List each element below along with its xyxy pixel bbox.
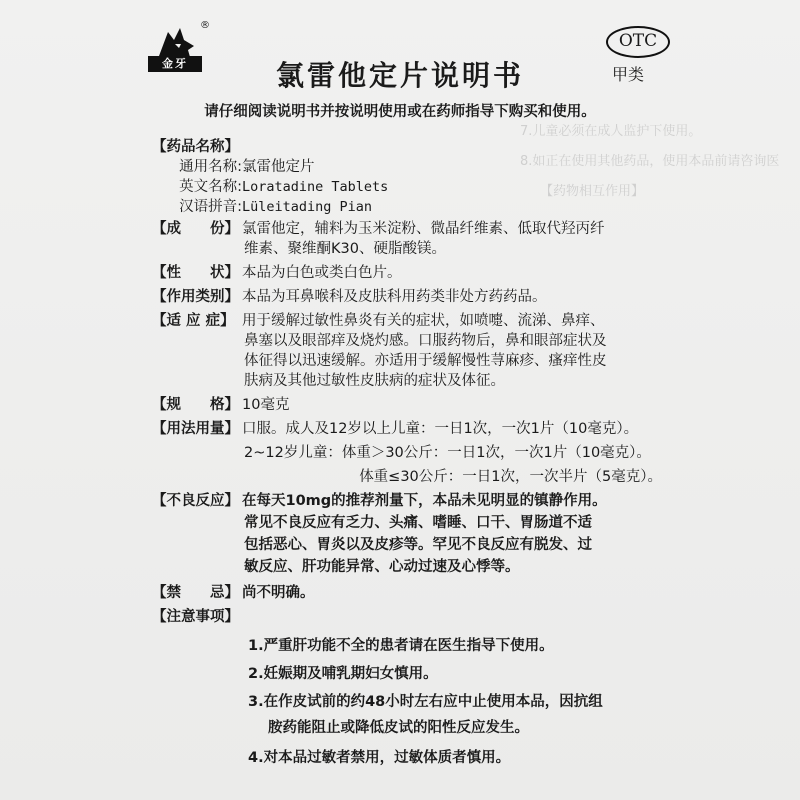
section-text: 在每天10mg的推荐剂量下，本品未见明显的镇静作用。 xyxy=(242,493,607,509)
section-text: 本品为白色或类白色片。 xyxy=(242,265,402,281)
continuation-line xyxy=(148,351,668,371)
precaution-item: 3.在作皮试前的约48小时左右应中止使用本品，因抗组 xyxy=(248,694,603,710)
section-text: 本品为耳鼻喉科及皮肤科用药类非处方药药品。 xyxy=(242,289,547,305)
continuation-line xyxy=(148,535,668,555)
adverse-section xyxy=(148,491,668,511)
otc-category: 甲类 xyxy=(612,65,645,84)
precaution-item: 2.妊娠期及哺乳期妇女慎用。 xyxy=(248,666,438,682)
continuation-line xyxy=(148,239,668,259)
brand-name: 金牙 xyxy=(148,56,202,72)
section-text: 肤病及其他过敏性皮肤病的症状及体征。 xyxy=(244,373,505,389)
section-label: 【适 应 症】 xyxy=(152,313,235,329)
appearance-section xyxy=(148,263,668,283)
section-text: 维素、聚维酮K30、硬脂酸镁。 xyxy=(244,241,446,257)
section-text: 尚不明确。 xyxy=(242,585,315,601)
section-label: 【不良反应】 xyxy=(152,493,239,509)
dosage-section xyxy=(148,419,668,439)
show-through-text: 【药物相互作用】 xyxy=(540,184,645,199)
pinyin-name-row xyxy=(148,197,668,217)
spec-section xyxy=(148,395,668,415)
section-label: 【注意事项】 xyxy=(152,609,239,625)
section-text: 常见不良反应有乏力、头痛、嗜睡、口干、胃肠道不适 xyxy=(244,515,592,531)
section-text: 用于缓解过敏性鼻炎有关的症状，如喷嚏、流涕、鼻痒、 xyxy=(242,313,605,329)
drug-name-section xyxy=(148,137,668,157)
continuation-line xyxy=(148,513,668,533)
section-text: 体征得以迅速缓解。亦适用于缓解慢性荨麻疹、瘙痒性皮 xyxy=(244,353,607,369)
section-text: 氯雷他定，辅料为玉米淀粉、微晶纤维素、低取代羟丙纤 xyxy=(242,221,605,237)
document-title: 氯雷他定片说明书 xyxy=(275,59,524,92)
section-label: 【药品名称】 xyxy=(152,139,239,155)
continuation-line xyxy=(148,557,668,577)
precaution-item: 1.严重肝功能不全的患者请在医生指导下使用。 xyxy=(248,638,554,654)
show-through-text: 7.儿童必须在成人监护下使用。 xyxy=(520,124,702,139)
section-label: 【用法用量】 xyxy=(152,421,239,437)
registered-mark: ® xyxy=(200,20,210,31)
continuation-line xyxy=(148,467,668,487)
section-text: 体重≤30公斤：一日1次，一次半片（5毫克）。 xyxy=(359,469,662,485)
english-name-row xyxy=(148,177,668,197)
section-label: 【规 格】 xyxy=(152,397,239,413)
field-label: 英文名称: xyxy=(179,179,242,195)
section-label: 【成 份】 xyxy=(152,221,239,237)
field-value: Loratadine Tablets xyxy=(242,179,389,195)
category-section xyxy=(148,287,668,307)
section-text: 包括恶心、胃炎以及皮疹等。罕见不良反应有脱发、过 xyxy=(244,537,592,553)
section-label: 【禁 忌】 xyxy=(152,585,239,601)
field-value: 氯雷他定片 xyxy=(242,159,315,175)
section-text: 敏反应、肝功能异常、心动过速及心悸等。 xyxy=(244,559,520,575)
section-text: 口服。成人及12岁以上儿童：一日1次，一次1片（10毫克）。 xyxy=(242,421,639,437)
usage-instruction: 请仔细阅读说明书并按说明使用或在药师指导下购买和使用。 xyxy=(204,104,596,120)
section-label: 【作用类别】 xyxy=(152,289,239,305)
section-text: 10毫克 xyxy=(242,397,290,413)
field-label: 通用名称: xyxy=(179,159,242,175)
section-label: 【性 状】 xyxy=(152,265,239,281)
section-text: 鼻塞以及眼部痒及烧灼感。口服药物后，鼻和眼部症状及 xyxy=(244,333,607,349)
leaflet-content xyxy=(148,137,668,769)
generic-name-row xyxy=(148,157,668,177)
continuation-line xyxy=(148,371,668,391)
indications-section xyxy=(148,311,668,331)
field-value: Lüleitading Pian xyxy=(242,199,373,215)
field-label: 汉语拼音: xyxy=(179,199,242,215)
show-through-text: 8.如正在使用其他药品，使用本品前请咨询医 xyxy=(520,154,780,169)
contraindications-section xyxy=(148,583,668,603)
otc-badge: OTC xyxy=(606,26,670,58)
continuation-line: 胺药能阻止或降低皮试的阳性反应发生。 xyxy=(268,720,529,736)
continuation-line xyxy=(148,443,668,463)
section-text: 2~12岁儿童：体重＞30公斤：一日1次，一次1片（10毫克）。 xyxy=(244,445,651,461)
precautions-section xyxy=(148,607,668,627)
continuation-line xyxy=(148,331,668,351)
precaution-item: 4.对本品过敏者禁用，过敏体质者慎用。 xyxy=(248,750,511,766)
ingredients-section xyxy=(148,219,668,239)
